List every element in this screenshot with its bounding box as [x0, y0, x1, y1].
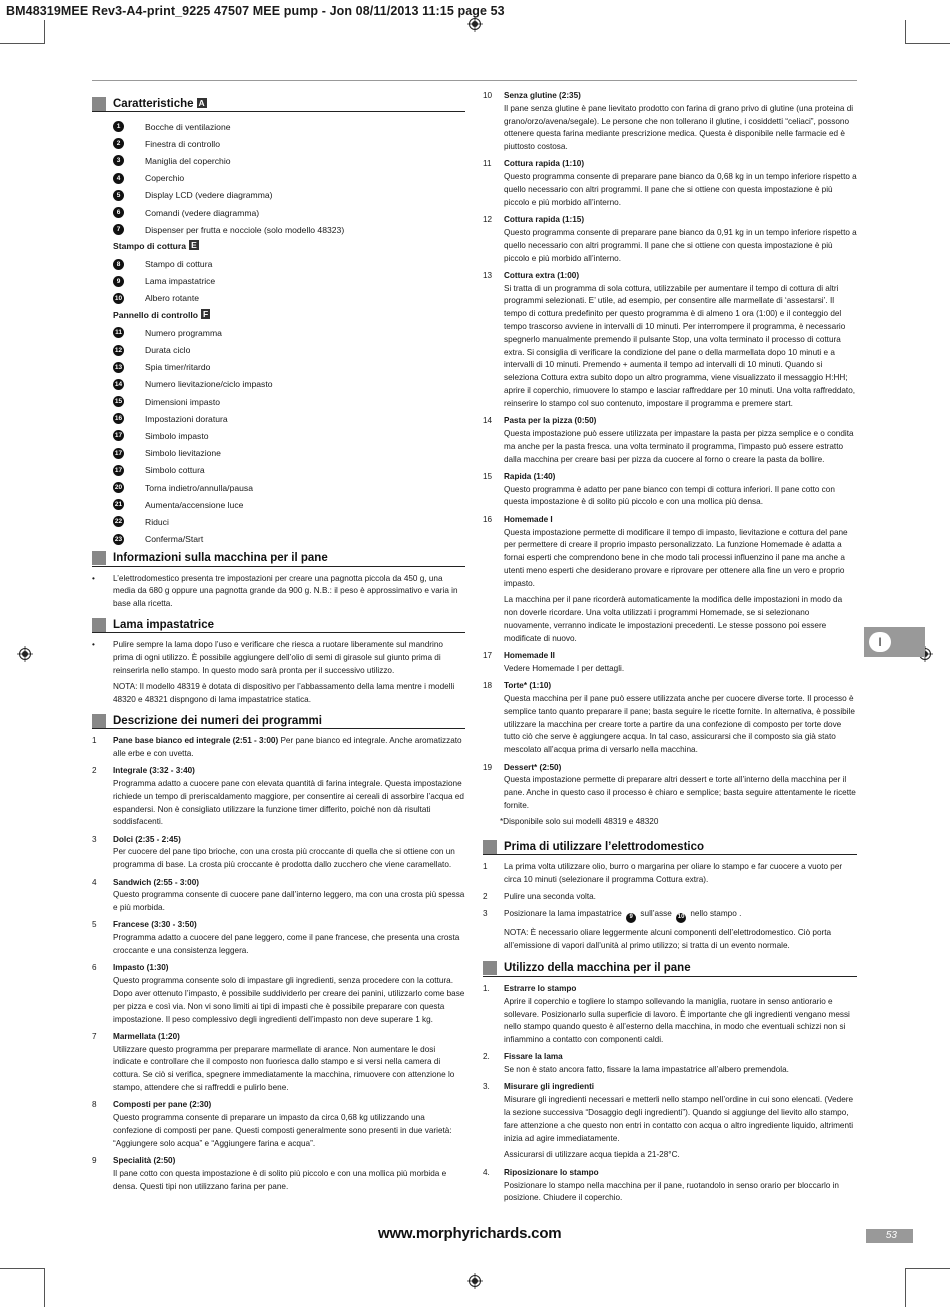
- program-description: Utilizzare questo programma per preparare marmellate di arance. Non aumentare le dosi indicate e controllare che il composto non fuoriesca dallo stampo e si versi nella camera di cottura. Se ciò si verifica, spegnere immediatamente la macchina, rimuovere con attenzione lo stampo, attendere che si raffreddi e pulirlo bene.: [113, 1044, 455, 1092]
- program-description: Questa macchina per il pane può essere utilizzata anche per cuocere diverse torte. Il processo è semplice tanto quanto preparare il pane; basta seguire le ricette fornite. In alternativa, è possibile utilizzare la macchina per creare torte a partire da una confezione di composto per torte dove tutto ciò che serve è aggiungere acqua. In tal caso, assicurarsi che il composto sia già stato mescolato all’acqua prima di versarlo nella macchina.: [504, 694, 855, 755]
- program-list-continued: [483, 90, 857, 813]
- feature-item: [92, 324, 465, 341]
- feature-item: [92, 152, 465, 169]
- feature-item: [92, 359, 465, 376]
- feature-label: Dimensioni impasto: [145, 396, 220, 407]
- step-number: 2.: [483, 1052, 490, 1062]
- program-description: Per pane bianco ed integrale. Anche aromatizzato alle erbe e con uvetta.: [113, 736, 462, 758]
- program-title: Sandwich (2:55 - 3:00): [113, 877, 199, 887]
- step-title: Estrarre lo stampo: [504, 983, 577, 993]
- step-text: Posizionare lo stampo nella macchina per il pane, ruotandolo in senso orario per bloccarlo in posizione. Chiudere il coperchio.: [504, 1180, 839, 1203]
- program-number: 7: [92, 1031, 97, 1041]
- program-title: Composti per pane (2:30): [113, 1100, 212, 1110]
- program-item: [92, 765, 465, 829]
- program-description: Si tratta di un programma di sola cottura, utilizzabile per aumentare il tempo di cottura di altri programmi selezionati. E’ utile, ad esempio, per consentire alle marmellate di ‘assestarsi’. Il tempo di cottura predefinito per questo programma è di almeno 1 ora (1:00) e il conteggio del tempo trascorso avviene in intervalli di 10 minuti. Per interrompere il programma, è necessario spegnerlo manualmente premendo il pulsante Stop, una volta terminato il processo di cottura extra. Si consiglia di verificare la condizione del pane o della marmellata dopo 10 minuti e a intervalli di 10 minuti. Premendo + aumenta il tempo ad intervalli di 10 minuti. Quando si seleziona Cottura extra subito dopo un altro programma, viene visualizzato il messaggio H:HH; aprire il coperchio, rimuovere lo stampo e lasciar raffreddare per 10 minuti. Una volta raffreddato, reinserire lo stampo col suo contenuto, impostare il programma e premere start.: [504, 283, 856, 408]
- program-item: [483, 650, 857, 676]
- feature-label: Numero programma: [145, 327, 222, 338]
- step-text: Se non è stato ancora fatto, fissare la lama impastatrice all’albero premendola.: [504, 1065, 789, 1075]
- program-description: Questo programma consente solo di impastare gli ingredienti, senza procedere con la cottura. Dopo aver ottenuto l’impasto, è possibile suddividerlo per creare dei panini, utilizzarlo come base per pizza e così via. Non vi sono limiti ai tipi di impasti che è possibile preparare con questa impostazione. Il peso complessivo degli ingredienti dell’impasto non deve superare 1 kg.: [113, 976, 465, 1024]
- feature-label: Durata ciclo: [145, 345, 191, 356]
- registration-mark-left: [17, 646, 33, 662]
- feature-item: [92, 445, 465, 462]
- program-title: Cottura rapida (1:10): [504, 159, 585, 169]
- section-header-prima: [483, 839, 857, 855]
- step-title: Riposizionare lo stampo: [504, 1167, 599, 1177]
- top-rule: [92, 80, 857, 81]
- program-description: Vedere Homemade I per dettagli.: [504, 663, 625, 673]
- feature-item: [92, 496, 465, 513]
- program-item: [483, 90, 857, 154]
- program-number: 19: [483, 762, 493, 772]
- program-description: Il pane senza glutine è pane lievitato prodotto con farina di grano privo di glutine (una proteina di grano/orzo/avena/segale). Le persone che non tollerano il glutine, i cosiddetti “celiaci”, possono ottenere questa farina mediante prescrizione medica. Questa è disponibile nelle farmacie ed è piuttosto costosa.: [504, 103, 854, 152]
- usage-step: [483, 1167, 857, 1205]
- program-list: [92, 735, 465, 1193]
- feature-label: Torna indietro/annulla/pausa: [145, 482, 253, 493]
- step-title: Misurare gli ingredienti: [504, 1082, 595, 1092]
- step-item: [483, 908, 857, 922]
- program-number: 17: [483, 651, 493, 661]
- program-title: Homemade II: [504, 651, 555, 661]
- step-number: 2: [483, 892, 488, 902]
- language-tab: [864, 627, 925, 657]
- step-number: 1: [483, 862, 488, 872]
- feature-label: Aumenta/accensione luce: [145, 499, 244, 510]
- registration-mark-top: [467, 16, 483, 32]
- part-number-badge: 14: [114, 380, 123, 388]
- section-title: Lama impastatrice: [113, 618, 214, 631]
- step-extra: Assicurarsi di utilizzare acqua tiepida a 21-28°C.: [504, 1150, 680, 1160]
- part-number-badge: 20: [114, 484, 123, 492]
- program-item: [483, 514, 857, 646]
- section-square-icon: [92, 551, 106, 565]
- program-title: Cottura extra (1:00): [504, 270, 580, 280]
- print-slug: BM48319MEE Rev3-A4-print_9225 47507 MEE pump - Jon 08/11/2013 11:15 page 53: [6, 4, 505, 18]
- feature-label: Simbolo lievitazione: [145, 448, 221, 459]
- feature-label: Stampo di cottura: [145, 259, 213, 270]
- section-header-utilizzo: [483, 961, 857, 977]
- program-description: Per cuocere del pane tipo brioche, con una crosta più croccante di quella che si ottiene con un programma di base. La crosta più croccante è prodotta dallo zucchero che viene caramellato.: [113, 847, 455, 870]
- program-item: [92, 735, 465, 761]
- program-item: [92, 1155, 465, 1193]
- program-number: 9: [92, 1155, 97, 1165]
- program-description: Questa impostazione permette di modificare il tempo di impasto, lievitazione e cottura del pane per permettere di creare il proprio impasto personalizzato. La funzione Homemade è adatta a fornai esperti che comprendono bene in che modo tali processi influenzino il pane ma anche a utenti meno esperti che desiderano provare e riprovare per ottenere alla fine un vero e proprio impasto.: [504, 527, 848, 588]
- feature-label: Numero lievitazione/ciclo impasto: [145, 379, 273, 390]
- feature-item: [92, 376, 465, 393]
- note-text: NOTA: Il modello 48319 è dotata di dispositivo per l’abbassamento della lama mentre i modelli 48320 e 48321 dispngono di lama impastatrice statica.: [113, 682, 455, 705]
- feature-item: [92, 170, 465, 187]
- program-number: 3: [92, 834, 97, 844]
- program-number: 14: [483, 416, 493, 426]
- program-number: 18: [483, 681, 493, 691]
- feature-item: [92, 341, 465, 358]
- usage-steps: [483, 983, 857, 1205]
- step-number: 1.: [483, 983, 490, 993]
- program-item: [92, 919, 465, 957]
- program-extra: La macchina per il pane ricorderà automaticamente la modifica delle impostazioni in modo da non doverle ricordare. Una volta utilizzati i programmi Homemade, se si selezionano nuovamente, verranno indicate le impostazioni precedenti. Le stesse possono poi essere modificate di nuovo.: [504, 595, 843, 643]
- step-number: 3.: [483, 1082, 490, 1092]
- program-title: Pane base bianco ed integrale (2:51 - 3:00): [113, 736, 279, 746]
- program-title: Integrale (3:32 - 3:40): [113, 766, 195, 776]
- part-number-badge: 21: [114, 501, 123, 509]
- feature-label: Coperchio: [145, 173, 185, 184]
- program-title: Homemade I: [504, 514, 553, 524]
- feature-list: [92, 118, 465, 238]
- right-column: [483, 90, 857, 1210]
- feature-label: Simbolo cottura: [145, 465, 205, 476]
- step-text: La prima volta utilizzare olio, burro o margarina per oliare lo stampo e far cuocere a vuoto per circa 10 minuti (selezionare il programma Cottura extra).: [504, 862, 843, 884]
- part-number-badge: 23: [114, 535, 123, 543]
- part-number-badge: 16: [114, 415, 123, 423]
- part-number-badge: 9: [626, 913, 636, 923]
- section-header-lama: [92, 617, 465, 633]
- program-title: Pasta per la pizza (0:50): [504, 416, 597, 426]
- crop-mark-br-v: [905, 1268, 906, 1307]
- usage-step: [483, 1051, 857, 1077]
- program-description: Questo programma consente di preparare pane bianco da 0,91 kg in un tempo inferiore rispetto a quello necessario con altri programmi. Il pane che si ottiene con questa impostazione è più piccolo e più morbido all’interno.: [504, 227, 857, 263]
- feature-item: [92, 531, 465, 548]
- section-square-icon: [92, 97, 106, 111]
- bullet-icon: •: [92, 573, 95, 583]
- program-item: [483, 471, 857, 509]
- part-number-badge: 9: [113, 276, 124, 287]
- part-number-badge: 10: [114, 294, 123, 302]
- part-number-badge: 7: [113, 224, 124, 235]
- note-text: NOTA: È necessario oliare leggermente alcuni componenti dell’elettrodomestico. Ciò porta all’emissione di vapori dall’unità al primo utilizzo; si tratta di un evento normale.: [504, 928, 832, 951]
- part-number-badge: 6: [113, 207, 124, 218]
- program-item: [483, 214, 857, 265]
- footer-url: www.morphyrichards.com: [378, 1225, 562, 1242]
- crop-mark-bl-h: [0, 1268, 44, 1269]
- program-item: [92, 877, 465, 915]
- feature-label: Simbolo impasto: [145, 430, 209, 441]
- program-number: 1: [92, 736, 97, 746]
- feature-label: Display LCD (vedere diagramma): [145, 190, 273, 201]
- program-description: Questo programma consente di preparare un impasto da circa 0,68 kg utilizzando una confezione di composti per pane. Questi composti generalmente sono presenti in due varietà: “Aggiungere solo acqua” e “Aggiungere farina e acqua”.: [113, 1113, 452, 1148]
- section-header-descrizione: [92, 713, 465, 729]
- program-number: 6: [92, 963, 97, 973]
- feature-item: [92, 204, 465, 221]
- step-text: Pulire una seconda volta.: [504, 892, 596, 902]
- section-header-caratteristiche: [92, 96, 465, 112]
- program-description: Questa impostazione permette di preparare altri dessert e torte all’interno della macchina per il pane. Anche in questo caso il processo è chiaro e semplice; basta seguire attentamente le ricette fornite.: [504, 775, 856, 810]
- crop-mark-tr-v: [905, 20, 906, 44]
- step-item: [483, 891, 857, 904]
- part-number-badge: 3: [113, 155, 124, 166]
- program-number: 4: [92, 877, 97, 887]
- program-item: [92, 962, 465, 1026]
- footnote: *Disponibile solo sui modelli 48319 e 48320: [500, 817, 659, 827]
- crop-mark-tr-h: [906, 43, 950, 44]
- feature-label: Bocche di ventilazione: [145, 121, 231, 132]
- step-number: 3: [483, 909, 488, 919]
- program-number: 11: [483, 159, 492, 169]
- feature-label: Riduci: [145, 516, 169, 527]
- feature-item: [92, 273, 465, 290]
- program-title: Specialità (2:50): [113, 1155, 176, 1165]
- feature-item: [92, 462, 465, 479]
- program-title: Cottura rapida (1:15): [504, 215, 585, 225]
- feature-item: [92, 256, 465, 273]
- crop-mark-tl-v: [44, 20, 45, 44]
- page-number: 53: [866, 1229, 913, 1243]
- part-number-badge: 1: [113, 121, 124, 132]
- part-number-badge: 5: [113, 190, 124, 201]
- part-number-badge: 13: [114, 363, 123, 371]
- section-square-icon: [483, 961, 497, 975]
- subheading-stampo: Stampo di cottura E: [113, 240, 197, 252]
- feature-label: Lama impastatrice: [145, 276, 216, 287]
- section-square-icon: [483, 840, 497, 854]
- program-number: 8: [92, 1100, 97, 1110]
- language-letter: I: [869, 632, 891, 652]
- figure-badge: F: [203, 309, 209, 320]
- usage-step: [483, 983, 857, 1047]
- feature-item: [92, 118, 465, 135]
- subheading-pannello: Pannello di controllo F: [113, 309, 209, 321]
- section-square-icon: [92, 714, 106, 728]
- feature-label: Conferma/Start: [145, 534, 204, 545]
- program-description: Programma adatto a cuocere pane con elevata quantità di farina integrale. Questa impostazione richiede un tempo di preriscaldamento maggiore, per consentire ai cereali di assorbire l’acqua ed espandersi. Non è consigliato utilizzare la funzione timer differito, poiché non dà risultati soddisfacenti.: [113, 778, 464, 827]
- figure-badge: E: [191, 240, 197, 251]
- section-header-informazioni: [92, 551, 465, 567]
- program-description: Questa impostazione può essere utilizzata per impastare la pasta per pizza semplice e o condita ma anche per la pasta fresca. una volta terminato il programma, l’impasto può essere estratto dalla macchina per creare basi per pizza da cuocere al forno o creare la pasta da bollire.: [504, 428, 854, 464]
- program-item: [483, 415, 857, 466]
- program-item: [92, 834, 465, 872]
- program-title: Dolci (2:35 - 2:45): [113, 834, 181, 844]
- step-title: Fissare la lama: [504, 1052, 563, 1062]
- part-number-badge: 17: [114, 466, 123, 474]
- feature-item: [92, 479, 465, 496]
- program-number: 16: [483, 514, 493, 524]
- section-title: Utilizzo della macchina per il pane: [504, 962, 691, 975]
- feature-label: Comandi (vedere diagramma): [145, 207, 260, 218]
- program-item: [92, 1099, 465, 1150]
- step-number: 4.: [483, 1167, 490, 1177]
- program-item: [92, 1031, 465, 1095]
- feature-label: Finestra di controllo: [145, 138, 220, 149]
- program-description: Questo programma consente di preparare pane bianco da 0,68 kg in un tempo inferiore rispetto a quello necessario con altri programmi. Il pane che si ottiene con questa impostazione è più piccolo e più morbido all’interno.: [504, 172, 857, 207]
- program-title: Francese (3:30 - 3:50): [113, 920, 197, 930]
- program-item: [483, 158, 857, 209]
- step-text: Posizionare la lama impastatrice 9 sull’asse 10 nello stampo .: [504, 908, 857, 922]
- feature-item: [92, 410, 465, 427]
- feature-label: Spia timer/ritardo: [145, 362, 211, 373]
- program-description: Questo programma è adatto per pane bianco con tempi di cottura inferiori. Il pane cotto con questa impostazione è di solito più piccolo e con una mollica più densa.: [504, 484, 835, 507]
- program-number: 10: [483, 91, 493, 100]
- part-number-badge: 17: [114, 432, 123, 440]
- part-number-badge: 12: [114, 346, 123, 354]
- feature-list-pannello: [92, 324, 465, 547]
- part-number-badge: 17: [114, 449, 123, 457]
- program-item: [483, 680, 857, 757]
- program-title: Senza glutine (2:35): [504, 91, 581, 100]
- section-title: Caratteristiche A: [113, 97, 205, 110]
- part-number-badge: 22: [114, 518, 123, 526]
- feature-item: [92, 221, 465, 238]
- bullet-text: L’elettrodomestico presenta tre impostazioni per creare una pagnotta piccola da 450 g, una media da 680 g oppure una pagnotta grande da 900 g. N.B.: il peso è approssimativo e varia in base alla ricetta.: [113, 573, 458, 609]
- program-description: Programma adatto a cuocere del pane leggero, come il pane francese, che presenta una crosta croccante e una consistenza leggera.: [113, 933, 460, 956]
- crop-mark-br-h: [906, 1268, 950, 1269]
- feature-label: Impostazioni doratura: [145, 413, 228, 424]
- program-item: [483, 270, 857, 411]
- feature-item: [92, 513, 465, 530]
- feature-item: [92, 135, 465, 152]
- part-number-badge: 11: [113, 327, 124, 338]
- part-number-badge: 10: [676, 913, 686, 923]
- crop-mark-bl-v: [44, 1268, 45, 1307]
- part-number-badge: 2: [113, 138, 124, 149]
- program-description: Questo programma consente di cuocere pane dall’interno leggero, ma con una crosta più spessa e più morbida.: [113, 890, 465, 913]
- feature-item: [92, 187, 465, 204]
- feature-label: Maniglia del coperchio: [145, 155, 231, 166]
- step-item: [483, 861, 857, 887]
- feature-item: [92, 290, 465, 307]
- program-number: 5: [92, 920, 97, 930]
- program-number: 13: [483, 270, 493, 280]
- program-title: Torte* (1:10): [504, 681, 552, 691]
- section-square-icon: [92, 618, 106, 632]
- section-title: Informazioni sulla macchina per il pane: [113, 552, 328, 565]
- program-description: Il pane cotto con questa impostazione è di solito più piccolo e con una mollica più morbida e densa. Questi tipi non utilizzano farina per pane.: [113, 1168, 447, 1191]
- part-number-badge: 8: [113, 259, 124, 270]
- program-title: Impasto (1:30): [113, 963, 169, 973]
- part-number-badge: 4: [113, 173, 124, 184]
- feature-item: [92, 427, 465, 444]
- program-number: 2: [92, 766, 97, 776]
- bullet-item: [92, 573, 465, 611]
- figure-badge: A: [198, 97, 205, 108]
- program-title: Dessert* (2:50): [504, 762, 562, 772]
- feature-list-stampo: [92, 256, 465, 308]
- bullet-item: [92, 639, 465, 677]
- program-item: [483, 762, 857, 813]
- part-number-badge: 15: [114, 398, 123, 406]
- program-number: 15: [483, 471, 493, 481]
- feature-label: Dispenser per frutta e nocciole (solo modello 48323): [145, 224, 345, 235]
- section-title: Descrizione dei numeri dei programmi: [113, 714, 322, 727]
- program-title: Marmellata (1:20): [113, 1031, 180, 1041]
- step-text: Misurare gli ingredienti necessari e metterli nello stampo nell’ordine in cui sono elencati. (Vedere la sezione successiva “Dosaggio degli ingredienti”). Quando si aggiunge del lievito allo stampo, fare attenzione a che questo non entri in contatto con acqua o altro ingrediente liquido, altrimenti inizia ad agire immediatamente.: [504, 1095, 854, 1143]
- bullet-text: Pulire sempre la lama dopo l’uso e verificare che riesca a ruotare liberamente sul mandrino prima di ogni utilizzo. È possibile aggiungere dell’olio di semi di girasole sul giunto prima di reinserirla nello stampo. In questo modo sarà pronta per il successivo utilizzo.: [113, 640, 443, 675]
- usage-step: [483, 1081, 857, 1162]
- bullet-icon: •: [92, 640, 95, 650]
- crop-mark-tl-h: [0, 43, 44, 44]
- program-title: Rapida (1:40): [504, 471, 556, 481]
- step-text: Aprire il coperchio e togliere lo stampo sollevando la maniglia, ruotare in senso antiorario e sollevare. Posizionarlo sulla superficie di lavoro. È importante che gli ingredienti vengano messi nello stampo quando questo è all’esterno della macchina, in modo che eventuali schizzi non si infiammino a contatto con componenti caldi.: [504, 996, 850, 1045]
- program-number: 12: [483, 215, 493, 225]
- feature-item: [92, 393, 465, 410]
- left-column: [92, 90, 465, 1198]
- feature-label: Albero rotante: [145, 293, 199, 304]
- section-title: Prima di utilizzare l’elettrodomestico: [504, 840, 705, 853]
- registration-mark-bottom: [467, 1273, 483, 1289]
